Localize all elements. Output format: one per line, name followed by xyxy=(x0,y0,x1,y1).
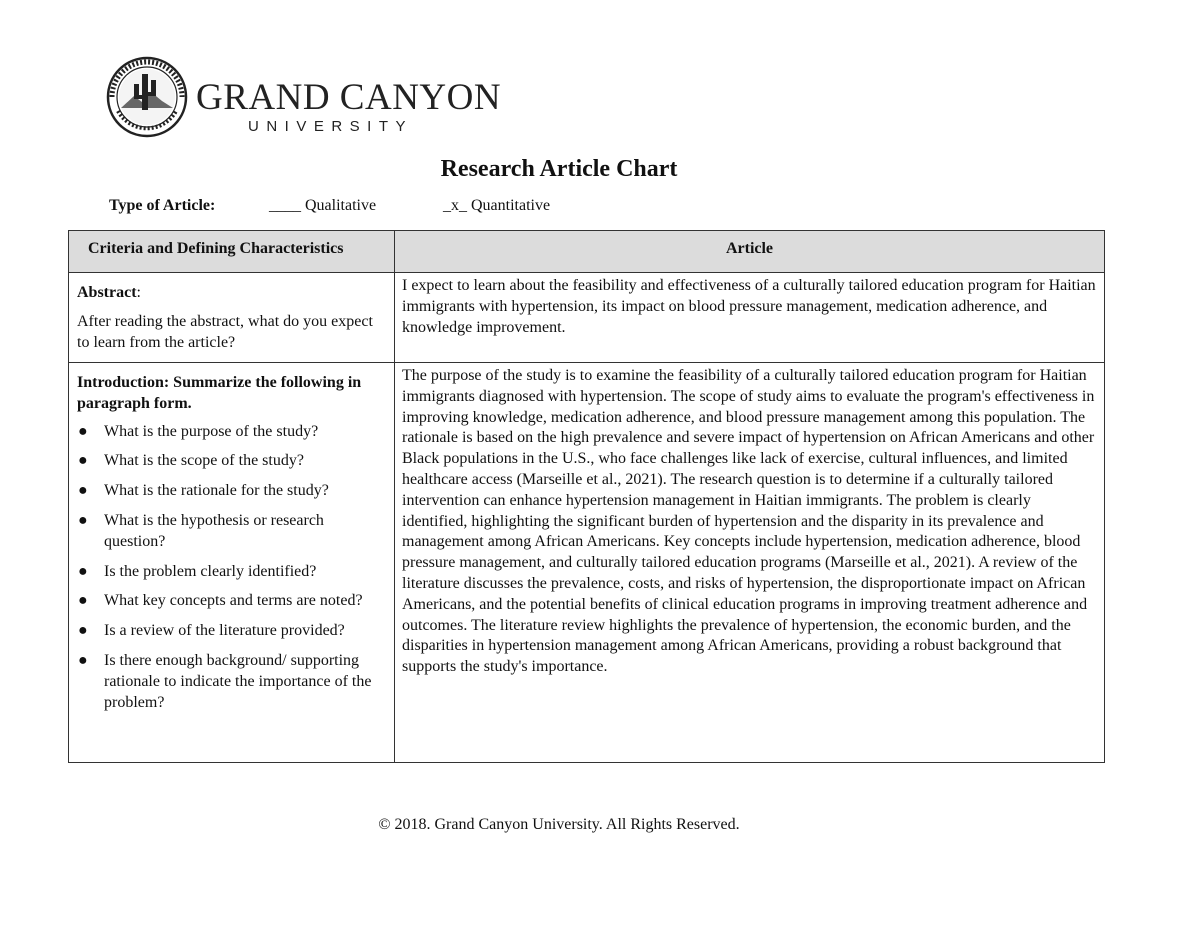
logo-wordmark: GRAND CANYON xyxy=(196,77,502,118)
qualitative-option: ____ Qualitative xyxy=(269,197,377,214)
article-type-label: Type of Article: xyxy=(109,197,216,214)
abstract-heading-suffix: : xyxy=(136,284,141,301)
introduction-criteria-cell xyxy=(69,363,395,763)
copyright-footer: © 2018. Grand Canyon University. All Rights Reserved. xyxy=(378,816,740,833)
bullet-icon: ● xyxy=(78,562,88,580)
abstract-heading: Abstract xyxy=(77,284,137,301)
bullet-icon: ● xyxy=(78,622,88,640)
gcu-logo xyxy=(106,56,502,136)
university-seal-icon xyxy=(106,56,188,138)
introduction-answer: The purpose of the study is to examine the feasibility of a culturally tailored education program for Haitian immigrants diagnosed with hypertension. The scope of study aims to evaluate the program's effectiveness in improving knowledge, medication adherence, and blood pressure management among this population. The rationale is based on the high prevalence and severe impact of hypertension on African Americans and other Black populations in the U.S., who face challenges like lack of exercise, cultural influences, and limited healthcare access (Marseille et al., 2021). The research question is to determine if a culturally tailored intervention can enhance hypertension management in Haitian immigrants. The problem is clearly identified, highlighting the significant burden of hypertension and the disparity in its prevalence and management among African Americans. Key concepts include hypertension, medication adherence, blood pressure management, and culturally tailored education programs (Marseille et al., 2021). A review of the literature discusses the prevalence, costs, and risks of hypertension, the disproportionate impact on African Americans, and the potential benefits of clinical education programs in improving treatment adherence and outcomes. The literature review highlights the prevalence of hypertension, the economic burden, and the disparities in hypertension management among African Americans, providing a robust background that supports the study's importance. xyxy=(395,363,1105,763)
article-column-header: Article xyxy=(395,231,1105,273)
quantitative-option: _x_ Quantitative xyxy=(443,197,551,214)
list-item: ● What key concepts and terms are noted? xyxy=(77,591,388,612)
abstract-prompt: After reading the abstract, what do you expect to learn from the article? xyxy=(77,312,373,351)
bullet-icon: ● xyxy=(78,592,88,610)
bullet-icon: ● xyxy=(78,422,88,440)
page-title: Research Article Chart xyxy=(440,156,678,182)
criteria-column-header: Criteria and Defining Characteristics xyxy=(69,231,395,273)
logo-subtitle: UNIVERSITY xyxy=(248,118,414,135)
list-item: ● Is there enough background/ supporting rationale to indicate the importance of the problem? xyxy=(78,651,372,711)
list-item: ● What is the scope of the study? xyxy=(77,451,388,472)
abstract-criteria-cell xyxy=(69,273,395,363)
bullet-icon: ● xyxy=(78,651,88,669)
list-item: ● What is the rationale for the study? xyxy=(77,481,388,502)
list-item: ● Is the problem clearly identified? xyxy=(77,562,388,583)
bullet-icon: ● xyxy=(78,452,88,470)
list-item: ● What is the hypothesis or research question? xyxy=(78,511,324,550)
bullet-icon: ● xyxy=(78,482,88,500)
table-row xyxy=(69,273,1105,363)
list-item: ● Is a review of the literature provided? xyxy=(77,621,388,642)
list-item: ● What is the purpose of the study? xyxy=(77,422,388,443)
research-article-table xyxy=(68,230,1105,763)
table-row xyxy=(69,363,1105,763)
bullet-icon: ● xyxy=(78,511,88,529)
abstract-answer: I expect to learn about the feasibility and effectiveness of a culturally tailored education program for Haitian immigrants with hypertension, its impact on blood pressure management, medication adherence, and knowledge improvement. xyxy=(395,273,1105,363)
introduction-question-list xyxy=(77,422,388,714)
introduction-heading: Introduction: Summarize the following in paragraph form. xyxy=(77,374,362,412)
